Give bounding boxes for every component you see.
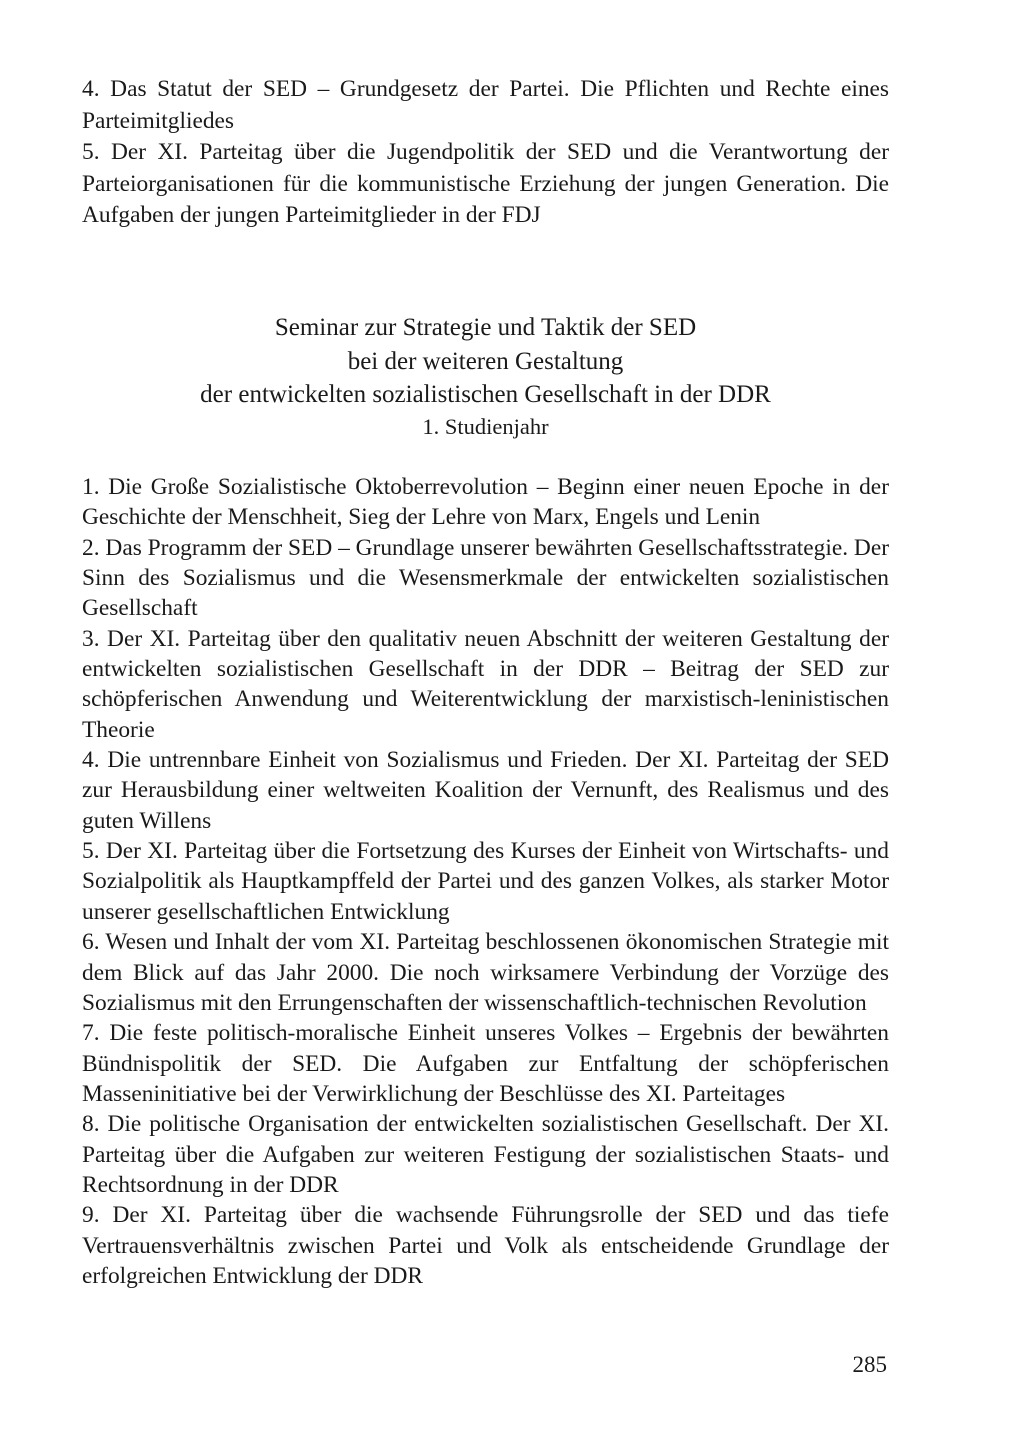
section-heading <box>82 311 889 442</box>
item-number: 1. <box>82 474 100 500</box>
item-number: 9. <box>82 1202 100 1229</box>
item-text: Die feste politisch-moralische Einheit unseres Volkes – Ergebnis der bewährten Bündnispolitik der SED. Die Aufgaben zur Entfaltung der schöpferischen Masseninitiative bei der Verwirklichung der Beschlüsse des XI. Parteitages <box>82 1020 889 1107</box>
list-item <box>82 1200 889 1291</box>
item-text: Die Große Sozialistische Oktoberrevolution – Beginn einer neuen Epoche in der Geschichte der Menschheit, Sieg der Lehre von Marx, Engels und Lenin <box>82 474 889 531</box>
heading-line: Seminar zur Strategie und Taktik der SED <box>274 314 697 341</box>
heading-line: der entwickelten sozialistischen Gesellschaft in der DDR <box>200 381 771 408</box>
item-text: Der XI. Parteitag über die wachsende Führungsrolle der SED und das tiefe Vertrauensverhältnis zwischen Partei und Volk als entscheidende Grundlage der erfolgreichen Entwicklung der DDR <box>82 1202 889 1289</box>
list-item <box>82 1018 889 1109</box>
page-number: 285 <box>852 1352 887 1377</box>
item-number: 7. <box>82 1020 100 1047</box>
item-number: 4. <box>82 76 100 102</box>
heading-subtitle: 1. Studienjahr <box>422 413 549 439</box>
topic-list <box>82 472 889 1291</box>
item-text: Der XI. Parteitag über die Fortsetzung des Kurses der Einheit von Wirtschafts- und Sozialpolitik als Hauptkampffeld der Partei und des ganzen Volkes, als starker Motor unserer gesellschaftlichen Entwicklung <box>82 838 889 925</box>
item-number: 4. <box>82 747 100 774</box>
list-item <box>82 533 889 624</box>
item-number: 2. <box>82 534 100 561</box>
item-text: Wesen und Inhalt der vom XI. Parteitag beschlossenen ökonomischen Strategie mit dem Blick auf das Jahr 2000. Die noch wirksamere Verbindung der Vorzüge des Sozialismus mit den Errungenschaften der wissenschaftlich-technischen Revolution <box>82 929 889 1016</box>
list-item <box>82 927 889 1018</box>
item-number: 3. <box>82 625 100 652</box>
item-text: Der XI. Parteitag über den qualitativ neuen Abschnitt der weiteren Gestaltung der entwickelten sozialistischen Gesellschaft in der DDR – Beitrag der SED zur schöpferischen Anwendung und Weiterentwicklung der marxistisch-leninistischen Theorie <box>82 625 889 743</box>
list-item <box>82 836 889 927</box>
item-text: Die politische Organisation der entwickelten sozialistischen Gesellschaft. Der XI. Parteitag über die Aufgaben zur weiteren Festigung der sozialistischen Staats- und Rechtsordnung in der DDR <box>82 1111 889 1198</box>
list-item <box>82 745 889 836</box>
heading-line: bei der weiteren Gestaltung <box>347 347 624 375</box>
item-number: 5. <box>82 139 100 165</box>
item-number: 8. <box>82 1111 100 1138</box>
list-item <box>82 624 889 745</box>
item-text: Das Programm der SED – Grundlage unserer bewährten Gesellschaftsstrategie. Der Sinn des Sozialismus und die Wesensmerkmale der entwickelten sozialistischen Gesellschaft <box>82 534 889 622</box>
item-number: 6. <box>82 929 100 956</box>
list-item <box>82 1109 889 1200</box>
item-text: Das Statut der SED – Grundgesetz der Partei. Die Pflichten und Rechte eines Parteimitgliedes <box>82 76 890 134</box>
item-text: Die untrennbare Einheit von Sozialismus und Frieden. Der XI. Parteitag der SED zur Herausbildung einer weltweiten Koalition der Vernunft, des Realismus und des guten Willens <box>82 747 889 834</box>
top-list <box>82 74 889 232</box>
list-item <box>82 137 889 232</box>
item-text: Der XI. Parteitag über die Jugendpolitik der SED und die Verantwortung der Parteiorganisationen für die kommunistische Erziehung der jungen Generation. Die Aufgaben der jungen Parteimitglieder in der FDJ <box>82 139 889 228</box>
list-item <box>82 74 889 137</box>
list-item <box>82 472 889 533</box>
item-number: 5. <box>82 838 100 865</box>
